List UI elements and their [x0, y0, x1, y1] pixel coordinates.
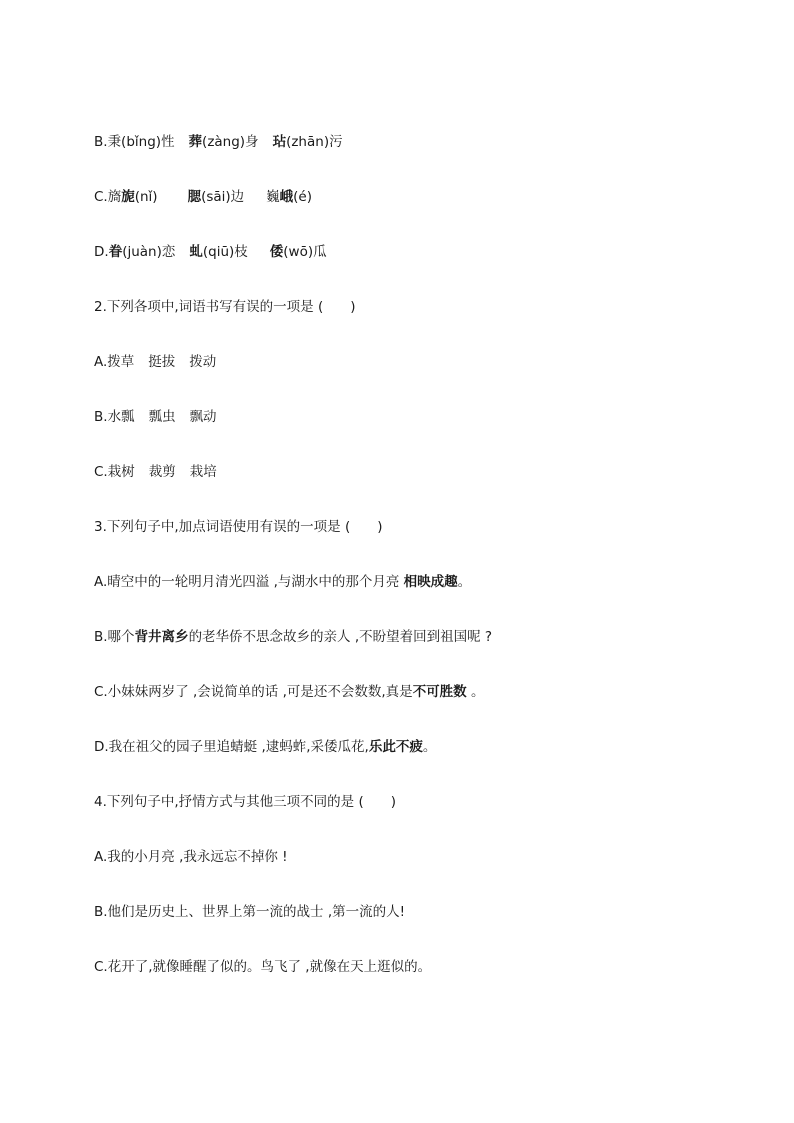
question-2-option-c [94, 462, 217, 482]
option-label: C. [94, 464, 108, 480]
question-2-stem: 2.下列各项中,词语书写有误的一项是 ( ) [94, 299, 356, 315]
option-text: A.晴空中的一轮明月清光四溢 ,与湖水中的那个月亮 [94, 574, 404, 590]
option-text: D.我在祖父的园子里追蜻蜓 ,逮蚂蚱,采倭瓜花, [94, 739, 369, 755]
option-label: A. [94, 354, 108, 370]
option-word: 水瓢 [107, 409, 135, 425]
dotted-char: 眷 [108, 244, 123, 260]
option-text: 的老华侨不思念故乡的亲人 ,不盼望着回到祖国呢 ? [188, 629, 493, 645]
option-text: 。 [422, 739, 437, 755]
option-word: 巍 [266, 189, 280, 205]
option-word: (juàn)恋 [122, 244, 176, 260]
question-4-option-b: B.他们是历史上、世界上第一流的战士 ,第一流的人! [94, 904, 406, 920]
option-word: 挺拔 [148, 354, 176, 370]
option-word: 飘动 [189, 409, 217, 425]
option-word: (sāi)边 [201, 189, 245, 205]
question-3-option-b [94, 627, 492, 647]
option-word: 拨动 [189, 354, 217, 370]
question-4-option-c: C.花开了,就像睡醒了似的。鸟飞了 ,就像在天上逛似的。 [94, 959, 432, 975]
dotted-char: 葬 [188, 134, 203, 150]
question-2-option-b [94, 407, 217, 427]
question-3-option-d [94, 737, 436, 757]
dotted-phrase: 背井离乡 [134, 629, 189, 645]
option-text: 。 [466, 684, 485, 700]
dotted-char: 腮 [187, 189, 202, 205]
option-word: 拨草 [107, 354, 135, 370]
option-word: (é) [293, 189, 312, 205]
option-word: 瓢虫 [148, 409, 176, 425]
option-label: B. [94, 409, 108, 425]
question-3-stem: 3.下列句子中,加点词语使用有误的一项是 ( ) [94, 519, 383, 535]
dotted-char: 旎 [121, 189, 135, 205]
dotted-char: 虬 [189, 244, 203, 260]
dotted-phrase: 乐此不疲 [368, 739, 423, 755]
option-word: (zàng)身 [202, 134, 259, 150]
dotted-phrase: 相映成趣 [403, 574, 458, 590]
question-3-option-c [94, 682, 484, 702]
option-word: (wō)瓜 [283, 244, 327, 260]
option-label: D. [94, 244, 109, 260]
option-text: 。 [457, 574, 472, 590]
dotted-char: 玷 [272, 134, 287, 150]
option-word: (zhān)污 [286, 134, 343, 150]
option-word: 裁剪 [148, 464, 176, 480]
option-word: 秉(bǐng)性 [107, 134, 175, 150]
question-1-option-d [94, 242, 327, 262]
dotted-char: 峨 [279, 189, 294, 205]
option-word: (qiū)枝 [202, 244, 248, 260]
option-label: B. [94, 134, 108, 150]
dotted-phrase: 不可胜数 [412, 684, 467, 700]
option-word: 旖 [107, 189, 122, 205]
question-3-option-a [94, 572, 471, 592]
option-text: C.小妹妹两岁了 ,会说简单的话 ,可是还不会数数,真是 [94, 684, 413, 700]
dotted-char: 倭 [269, 244, 284, 260]
option-label: C. [94, 189, 108, 205]
question-2-option-a [94, 352, 216, 372]
option-text: B.哪个 [94, 629, 135, 645]
question-1-option-b [94, 132, 343, 152]
option-word: (nǐ) [134, 189, 158, 205]
option-word: 栽树 [107, 464, 135, 480]
question-4-stem: 4.下列句子中,抒情方式与其他三项不同的是 ( ) [94, 794, 396, 810]
option-word: 栽培 [189, 464, 217, 480]
question-1-option-c [94, 187, 312, 207]
question-4-option-a: A.我的小月亮 ,我永远忘不掉你 ! [94, 849, 288, 865]
